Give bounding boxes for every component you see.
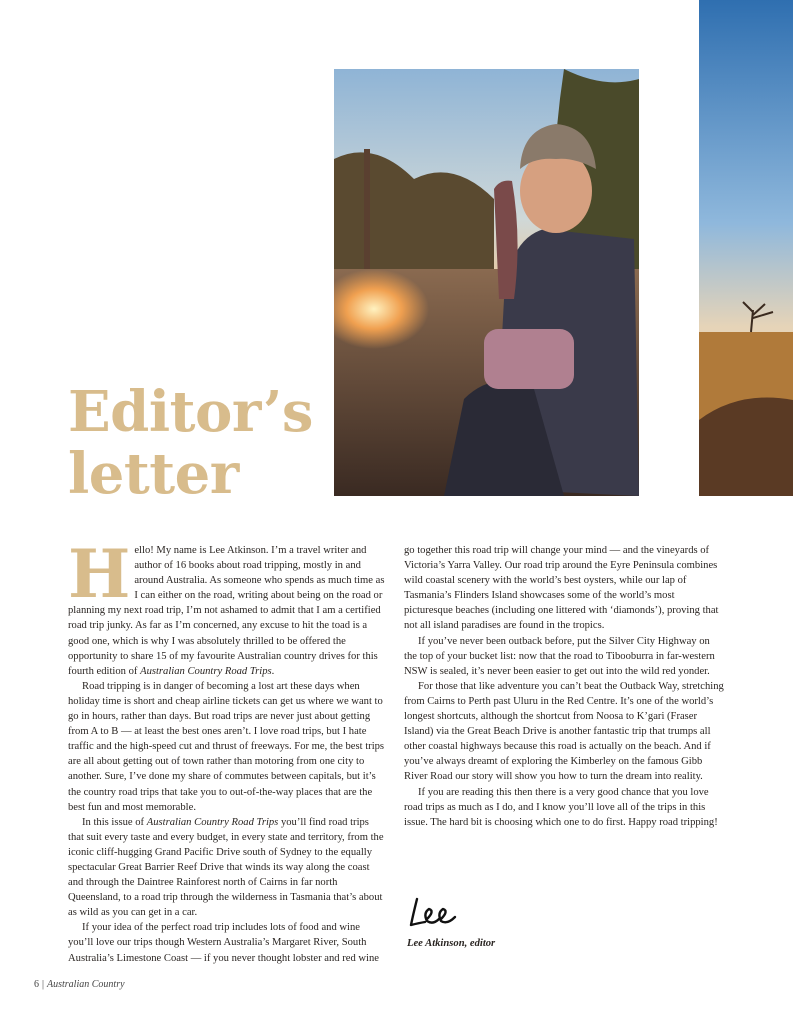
editor-portrait-photo — [334, 69, 639, 496]
article-paragraph: Road tripping is in danger of becoming a lost art these days when holiday time is short and cheap airline tickets can get us where we want to go in hours, rather than days. But road trips are never just about getting from A to B — at least the best ones aren’t. I love road trips, but I hate traffic and the high-speed cut and thrust of freeways. For me, the best trips are all about getting out of town rather than motoring from one city to another. Sure, I’ve done my share of commutes between capitals, but it’s the country road trips that take you to out-of-the-way places that are the best fun and most memorable. — [68, 680, 385, 813]
page-footer — [34, 979, 125, 990]
publication-title: Australian Country Road Trips — [140, 665, 272, 677]
editors-letter-heading — [68, 381, 313, 505]
article-paragraph: If you are reading this then there is a very good chance that you love road trips as much as I do, and I know you’ll love all of the trips in this issue. The hard bit is choosing which one to do first. Happy road tripping! — [404, 786, 718, 828]
article-paragraph: go together this road trip will change your mind — and the vineyards of Victoria’s Yarra Valley. Our road trip around the Eyre Peninsula combines wild coastal scenery with the world’s best oysters, while our lap of Tasmania’s Flinders Island showcases some of the world’s most picturesque beaches (including one littered with ‘diamonds’), proving that not all island paradises are found in the tropics. — [404, 545, 719, 632]
article-paragraph: If your idea of the perfect road trip includes lots of food and wine you’ll love our trips though Western Australia’s Margaret River, South Australia’s Limestone Coast — if you never thought lobster and red wine — [68, 922, 379, 964]
outback-landscape-photo — [699, 0, 793, 496]
editor-byline: Lee Atkinson, editor — [407, 938, 496, 949]
heading-line-1: Editor’s — [68, 379, 313, 445]
publication-name: Australian Country — [47, 979, 125, 990]
article-paragraph: In this issue of Australian Country Road Trips you’ll find road trips that suit every taste and every budget, in every state and territory, from the iconic cliff-hugging Grand Pacific Drive south of Sydney to the equally spectacular Great Barrier Reef Drive that winds its way along the coast and through the Daintree Rainforest north of Cairns in far north Queensland, to a road trip through the wilderness in Tasmania that’s about as wild as you can get in a car. — [68, 816, 384, 919]
editor-signature-block — [407, 895, 495, 949]
publication-title: Australian Country Road Trips — [146, 816, 279, 828]
article-column-right — [404, 543, 724, 830]
article-column-left — [68, 535, 386, 966]
article-paragraph: Hello! My name is Lee Atkinson. I’m a travel writer and author of 16 books about road tripping, mostly in and around Australia. As someone who spends as much time as I can either on the road, writing about being on the road or planning my next road trip, I’m not ashamed to admit that I am a certified road trip junky. As far as I’m concerned, any excuse to hit the toad is a good one, which is why I was absolutely thrilled to be offered the opportunity to share 15 of my favourite Australian country drives for this fourth edition of Australian Country Road Trips. — [68, 535, 385, 677]
drop-cap: H — [68, 535, 131, 613]
footer-separator: | — [42, 979, 45, 990]
article-paragraph: If you’ve never been outback before, put the Silver City Highway on the top of your bucket list: now that the road to Tibooburra in far-western NSW is sealed, it’s never been easier to get out into the wild red yonder. — [404, 635, 715, 677]
heading-line-2: letter — [68, 441, 239, 507]
handwritten-signature — [407, 895, 457, 931]
page-number: 6 — [34, 979, 39, 990]
article-paragraph: For those that like adventure you can’t beat the Outback Way, stretching from Cairns to Perth past Uluru in the Red Centre. It’s one of the world’s longest shortcuts, although the shortcut from Noosa to K’gari (Fraser Island) via the Great Beach Drive is another fantastic trip that trumps all other coastal highways because this road is actually on the beach. And if you’ve always dreamt of exploring the Kimberley on the famous Gibb River Road our story will show you how to turn the dream into reality. — [404, 680, 724, 783]
